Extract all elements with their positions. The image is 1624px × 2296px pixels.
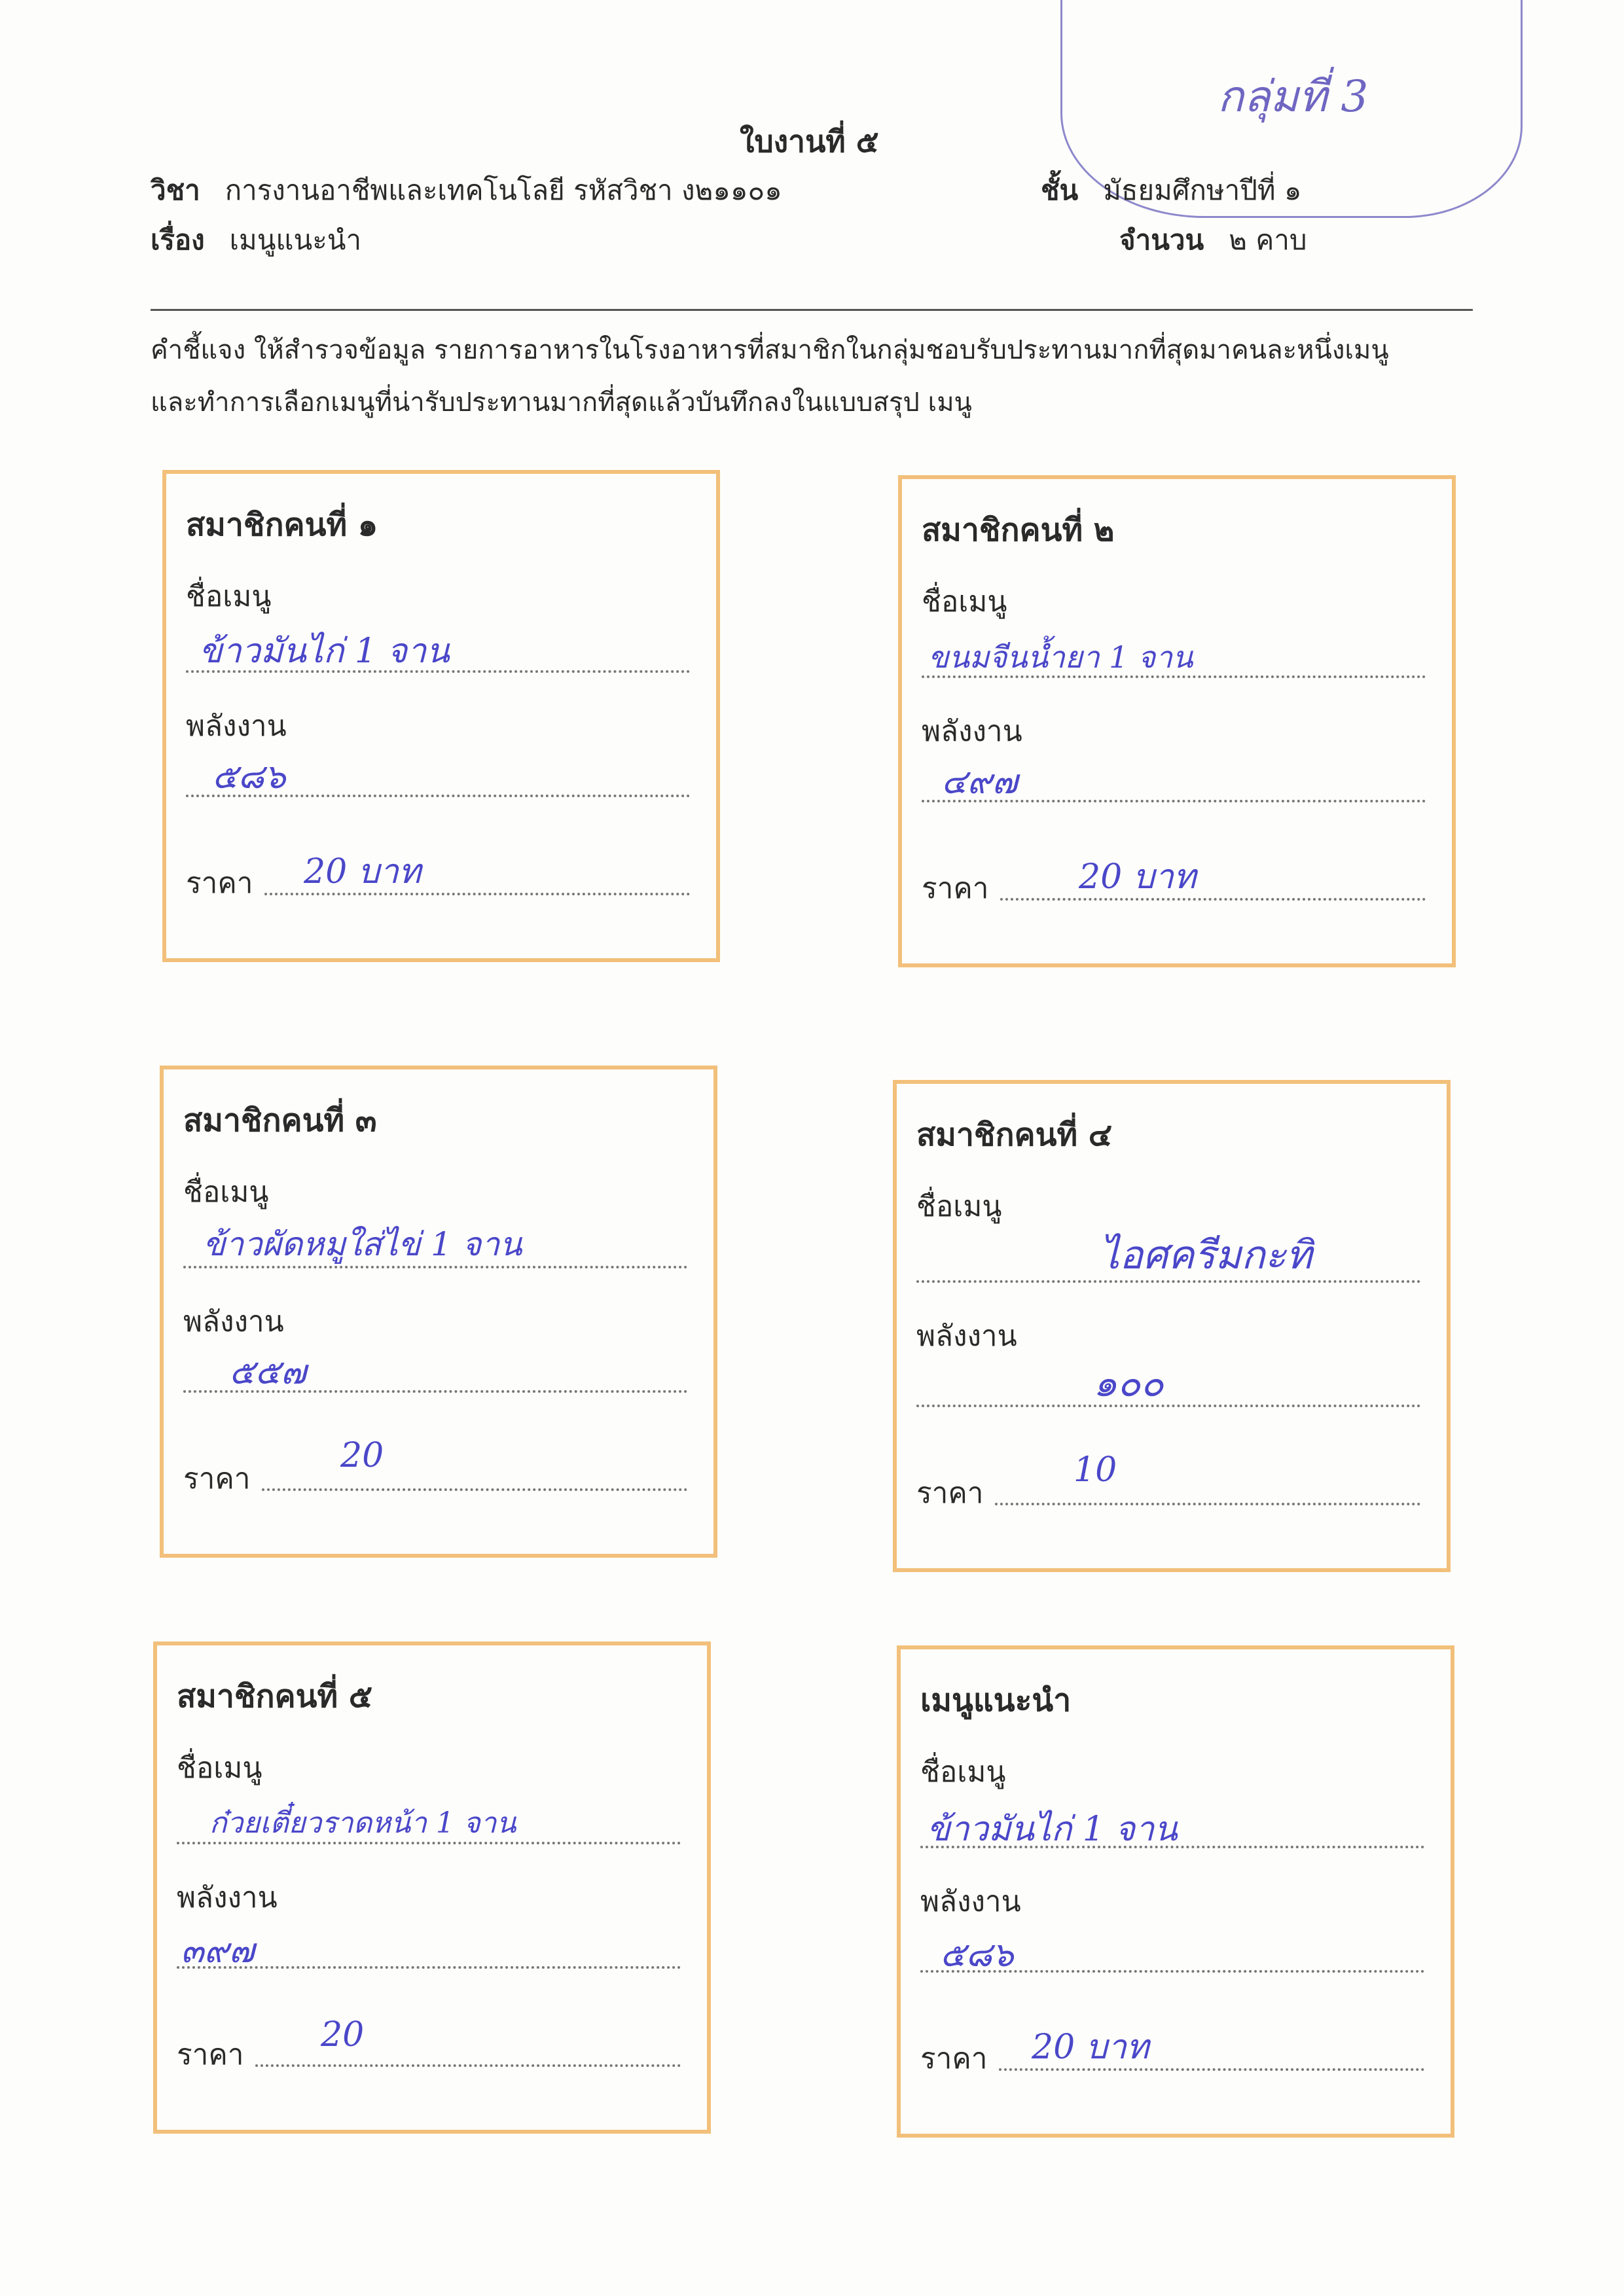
- card-title: เมนูแนะนำ: [920, 1682, 1072, 1719]
- menu-name-value: ขนมจีนน้ำยา 1 จาน: [928, 639, 1193, 675]
- menu-name-label: ชื่อเมนู: [920, 1755, 1006, 1789]
- menu-name-value: ข้าวมันไก่ 1 จาน: [927, 1810, 1178, 1849]
- grade-label: ชั้น: [1041, 174, 1079, 206]
- menu-name-line: [922, 675, 1426, 678]
- instruction-line-1: คำชี้แจง ให้สำรวจข้อมูล รายการอาหารในโรงอาหารที่สมาชิกในกลุ่มชอบรับประทานมากที่สุดมาคนละหนึ่งเมนู: [151, 335, 1389, 365]
- energy-line: [177, 1966, 681, 1969]
- member-card-2: [898, 475, 1456, 967]
- menu-name-label: ชื่อเมนู: [177, 1751, 262, 1785]
- energy-value: ๕๘๖: [212, 757, 286, 797]
- topic-line: [151, 219, 361, 262]
- price-label: ราคา: [920, 2042, 988, 2075]
- energy-label: พลังงาน: [922, 715, 1022, 748]
- menu-name-label: ชื่อเมนู: [916, 1190, 1002, 1223]
- energy-line: [922, 800, 1426, 802]
- price-line: [995, 1503, 1420, 1505]
- price-line: [999, 2068, 1424, 2071]
- energy-value: ๔๙๗: [941, 762, 1018, 802]
- energy-label: พลังงาน: [177, 1881, 278, 1914]
- periods-line: [1119, 219, 1307, 262]
- price-line: [262, 1488, 687, 1491]
- card-title: สมาชิกคนที่ ๑: [186, 507, 378, 543]
- energy-label: พลังงาน: [920, 1885, 1021, 1918]
- menu-name-value: ข้าวผัดหมูใส่ไข่ 1 จาน: [203, 1225, 522, 1263]
- price-label: ราคา: [183, 1462, 251, 1496]
- price-value: 10: [1074, 1450, 1117, 1490]
- energy-line: [183, 1390, 687, 1393]
- periods-label: จำนวน: [1119, 224, 1204, 256]
- energy-line: [186, 795, 690, 797]
- energy-label: พลังงาน: [916, 1319, 1017, 1353]
- menu-name-line: [186, 670, 690, 673]
- price-value: 20 บาท: [1032, 2028, 1149, 2067]
- menu-name-value: ข้าวมันไก่ 1 จาน: [199, 632, 450, 671]
- header-rule: [151, 309, 1473, 311]
- energy-value: ๓๙๗: [181, 1931, 255, 1971]
- card-title: สมาชิกคนที่ ๕: [177, 1678, 373, 1715]
- subject-label: วิชา: [151, 174, 200, 206]
- member-card-3: [160, 1066, 717, 1558]
- subject-line: [151, 169, 782, 212]
- price-value: 20 บาท: [304, 852, 422, 891]
- member-card-4: [893, 1080, 1451, 1572]
- card-title: สมาชิกคนที่ ๔: [916, 1117, 1113, 1153]
- worksheet-title: ใบงานที่ ๕: [740, 124, 879, 159]
- recommended-menu-card: [897, 1645, 1454, 2138]
- price-line: [255, 2064, 681, 2067]
- member-card-5: [153, 1641, 711, 2134]
- price-label: ราคา: [916, 1477, 984, 1510]
- subject-value: การงานอาชีพและเทคโนโลยี รหัสวิชา ง๒๑๑๐๑: [225, 174, 782, 206]
- instruction-line-2: และทำการเลือกเมนูที่น่ารับประทานมากที่สุดแล้วบันทึกลงในแบบสรุป เมนู: [151, 387, 972, 418]
- energy-value: ๕๘๖: [940, 1935, 1014, 1975]
- price-label: ราคา: [922, 872, 989, 905]
- topic-value: เมนูแนะนำ: [229, 224, 362, 256]
- menu-name-value: ไอศครีมกะทิ: [1100, 1232, 1312, 1278]
- group-note: กลุ่มที่ 3: [1218, 71, 1369, 122]
- periods-value: ๒ คาบ: [1229, 224, 1307, 256]
- menu-name-line: [177, 1842, 681, 1844]
- price-value: 20 บาท: [1079, 857, 1197, 897]
- card-title: สมาชิกคนที่ ๒: [922, 512, 1115, 548]
- menu-name-line: [916, 1280, 1420, 1283]
- price-label: ราคา: [186, 867, 253, 900]
- menu-name-label: ชื่อเมนู: [183, 1175, 269, 1209]
- price-line: [264, 893, 690, 895]
- member-card-1: [162, 470, 720, 962]
- grade-value: มัธยมศึกษาปีที่ ๑: [1103, 174, 1302, 206]
- energy-value: ๕๕๗: [229, 1353, 306, 1392]
- menu-name-line: [920, 1846, 1424, 1848]
- price-label: ราคา: [177, 2038, 244, 2072]
- price-value: 20: [321, 2015, 365, 2054]
- energy-label: พลังงาน: [186, 709, 287, 743]
- price-value: 20: [340, 1436, 384, 1475]
- menu-name-value: ก๋วยเตี๋ยวราดหน้า 1 จาน: [209, 1806, 516, 1840]
- energy-label: พลังงาน: [183, 1305, 284, 1338]
- menu-name-label: ชื่อเมนู: [922, 585, 1007, 619]
- topic-label: เรื่อง: [151, 224, 205, 256]
- price-line: [1000, 898, 1426, 901]
- menu-name-label: ชื่อเมนู: [186, 580, 272, 613]
- energy-value: ๑๐๐: [1093, 1361, 1164, 1405]
- menu-name-line: [183, 1266, 687, 1268]
- energy-line: [920, 1970, 1424, 1973]
- energy-line: [916, 1405, 1420, 1407]
- grade-line: [1041, 169, 1302, 212]
- card-title: สมาชิกคนที่ ๓: [183, 1102, 377, 1139]
